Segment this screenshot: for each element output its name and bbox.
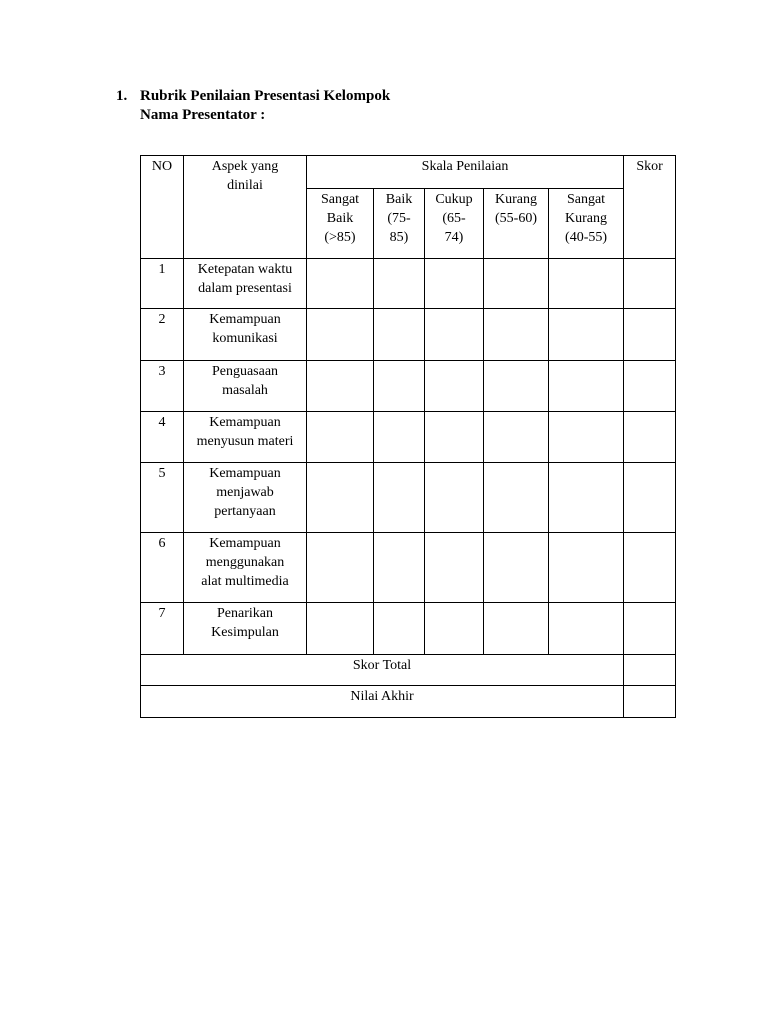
score-cell[interactable] [307,463,374,533]
score-cell[interactable] [307,309,374,361]
presenter-name-label: Nama Presentator : [140,107,266,123]
score-cell[interactable] [425,259,484,309]
score-cell[interactable] [549,259,624,309]
final-row [141,686,676,718]
scale-level-cukup: Cukup (65- 74) [425,189,484,259]
score-cell[interactable] [484,361,549,412]
score-cell[interactable] [549,603,624,655]
header-scale: Skala Penilaian [307,156,624,189]
score-cell[interactable] [374,463,425,533]
row-aspect: Kemampuan menyusun materi [184,412,307,463]
skor-cell[interactable] [624,361,676,412]
scale-level-sangat-baik: Sangat Baik (>85) [307,189,374,259]
score-cell[interactable] [484,533,549,603]
score-cell[interactable] [549,412,624,463]
score-cell[interactable] [484,259,549,309]
rubric-table [140,155,676,718]
table-row [141,259,676,309]
row-aspect: Ketepatan waktu dalam presentasi [184,259,307,309]
score-cell[interactable] [374,361,425,412]
row-no: 4 [141,412,184,463]
skor-cell[interactable] [624,533,676,603]
skor-cell[interactable] [624,463,676,533]
skor-cell[interactable] [624,603,676,655]
score-cell[interactable] [374,412,425,463]
score-cell[interactable] [484,309,549,361]
table-row [141,463,676,533]
total-score-label: Skor Total [141,655,624,686]
row-aspect: Kemampuan menjawab pertanyaan [184,463,307,533]
row-aspect: Kemampuan menggunakan alat multimedia [184,533,307,603]
row-no: 2 [141,309,184,361]
score-cell[interactable] [549,361,624,412]
score-cell[interactable] [425,603,484,655]
score-cell[interactable] [374,603,425,655]
table-row [141,309,676,361]
scale-level-sangat-kurang: Sangat Kurang (40-55) [549,189,624,259]
score-cell[interactable] [374,533,425,603]
heading-title: Rubrik Penilaian Presentasi Kelompok [140,88,391,104]
score-cell[interactable] [374,309,425,361]
score-cell[interactable] [307,259,374,309]
score-cell[interactable] [374,259,425,309]
score-cell[interactable] [307,412,374,463]
final-grade-label: Nilai Akhir [141,686,624,718]
score-cell[interactable] [549,463,624,533]
row-aspect: Kemampuan komunikasi [184,309,307,361]
row-no: 6 [141,533,184,603]
header-no: NO [141,156,184,259]
row-no: 5 [141,463,184,533]
score-cell[interactable] [425,309,484,361]
row-no: 3 [141,361,184,412]
table-row [141,533,676,603]
skor-cell[interactable] [624,412,676,463]
score-cell[interactable] [307,603,374,655]
document-heading [116,87,390,125]
score-cell[interactable] [484,603,549,655]
final-grade-cell[interactable] [624,686,676,718]
table-row [141,361,676,412]
skor-cell[interactable] [624,309,676,361]
scale-level-baik: Baik (75- 85) [374,189,425,259]
total-row [141,655,676,686]
score-cell[interactable] [484,412,549,463]
score-cell[interactable] [425,533,484,603]
score-cell[interactable] [484,463,549,533]
score-cell[interactable] [425,412,484,463]
score-cell[interactable] [549,533,624,603]
scale-level-kurang: Kurang (55-60) [484,189,549,259]
table-row [141,412,676,463]
total-score-cell[interactable] [624,655,676,686]
header-aspect: Aspek yang dinilai [184,156,307,259]
score-cell[interactable] [307,361,374,412]
skor-cell[interactable] [624,259,676,309]
score-cell[interactable] [549,309,624,361]
row-no: 7 [141,603,184,655]
heading-number: 1. [116,88,128,104]
row-no: 1 [141,259,184,309]
score-cell[interactable] [425,463,484,533]
header-score: Skor [624,156,676,259]
row-aspect: Penarikan Kesimpulan [184,603,307,655]
score-cell[interactable] [307,533,374,603]
table-row [141,603,676,655]
score-cell[interactable] [425,361,484,412]
row-aspect: Penguasaan masalah [184,361,307,412]
